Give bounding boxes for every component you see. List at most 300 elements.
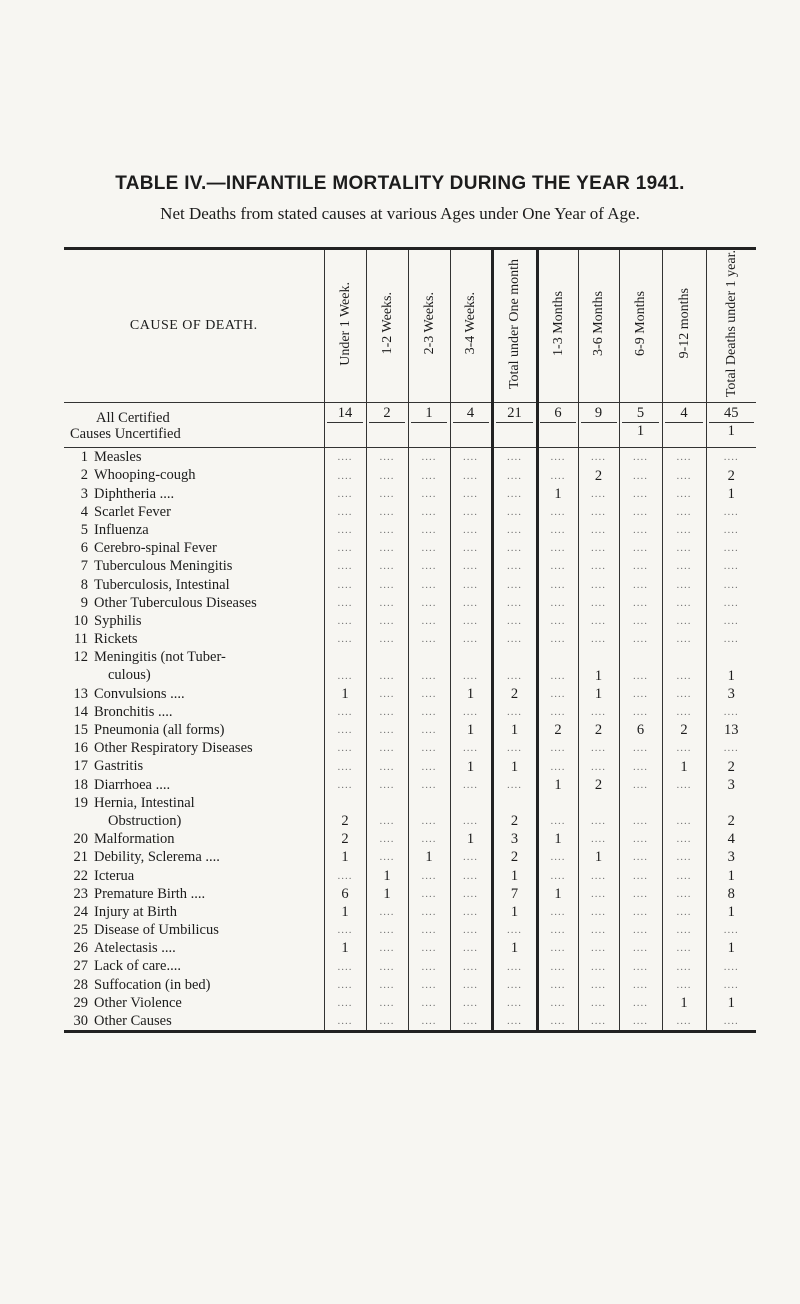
cause-number: 8 bbox=[80, 576, 88, 593]
table-row bbox=[64, 630, 756, 648]
cause-cell bbox=[64, 921, 324, 939]
table-cell: .... bbox=[408, 739, 450, 757]
table-cell: .... bbox=[408, 994, 450, 1012]
cause-cell bbox=[64, 485, 324, 503]
table-cell: 2 bbox=[492, 848, 537, 866]
cause-number: 22 bbox=[73, 867, 88, 884]
table-cell: .... bbox=[408, 612, 450, 630]
table-cell: .... bbox=[450, 485, 492, 503]
table-cell bbox=[578, 648, 619, 666]
table-cell: 1 bbox=[324, 685, 366, 703]
table-cell: .... bbox=[450, 921, 492, 939]
table-cell: .... bbox=[706, 703, 756, 721]
table-cell: .... bbox=[366, 521, 408, 539]
table-cell bbox=[324, 794, 366, 812]
table-cell: .... bbox=[619, 557, 662, 575]
table-row bbox=[64, 612, 756, 630]
cause-cell bbox=[64, 666, 324, 684]
table-cell bbox=[619, 794, 662, 812]
table-cell: .... bbox=[578, 903, 619, 921]
table-cell: .... bbox=[578, 448, 619, 467]
table-cell: 1 bbox=[537, 485, 578, 503]
table-row bbox=[64, 757, 756, 775]
all-causes-cell bbox=[408, 403, 450, 448]
table-cell: 1 bbox=[578, 848, 619, 866]
table-cell: .... bbox=[706, 575, 756, 593]
cause-name: Cerebro-spinal Fever bbox=[94, 540, 217, 557]
table-row bbox=[64, 994, 756, 1012]
table-cell: .... bbox=[619, 776, 662, 794]
cause-cell bbox=[64, 721, 324, 739]
cause-number: 26 bbox=[73, 940, 88, 957]
table-cell: .... bbox=[450, 521, 492, 539]
table-cell: 1 bbox=[578, 685, 619, 703]
cause-name: Malformation bbox=[94, 831, 175, 848]
table-cell: .... bbox=[324, 721, 366, 739]
table-cell: .... bbox=[450, 866, 492, 884]
cause-name: Atelectasis .... bbox=[94, 940, 176, 957]
table-cell: .... bbox=[492, 594, 537, 612]
cause-cell bbox=[64, 612, 324, 630]
table-cell: .... bbox=[578, 594, 619, 612]
table-cell: 2 bbox=[578, 466, 619, 484]
table-row bbox=[64, 739, 756, 757]
table-cell: .... bbox=[537, 594, 578, 612]
table-cell: .... bbox=[492, 448, 537, 467]
table-cell: .... bbox=[408, 776, 450, 794]
certified-value: 5 bbox=[636, 405, 645, 422]
table-cell: .... bbox=[324, 575, 366, 593]
table-cell: .... bbox=[706, 503, 756, 521]
table-cell: .... bbox=[366, 539, 408, 557]
table-cell: 6 bbox=[324, 885, 366, 903]
table-cell: .... bbox=[492, 485, 537, 503]
table-cell: .... bbox=[706, 630, 756, 648]
table-cell: .... bbox=[537, 866, 578, 884]
table-cell: .... bbox=[662, 976, 706, 994]
table-cell: .... bbox=[366, 976, 408, 994]
cause-cell bbox=[64, 939, 324, 957]
table-cell: .... bbox=[450, 594, 492, 612]
all-causes-cell bbox=[706, 403, 756, 448]
table-cell: .... bbox=[578, 539, 619, 557]
table-cell: 1 bbox=[324, 939, 366, 957]
all-causes-cell bbox=[537, 403, 578, 448]
table-cell bbox=[408, 794, 450, 812]
table-cell: .... bbox=[662, 666, 706, 684]
cause-number: 4 bbox=[80, 503, 88, 520]
cause-name: Measles bbox=[94, 449, 142, 466]
table-cell: .... bbox=[408, 721, 450, 739]
certified-value: 4 bbox=[680, 405, 688, 422]
table-cell bbox=[578, 794, 619, 812]
table-cell: .... bbox=[366, 685, 408, 703]
table-cell: .... bbox=[450, 957, 492, 975]
table-cell: .... bbox=[619, 994, 662, 1012]
table-cell: .... bbox=[366, 903, 408, 921]
table-cell: .... bbox=[662, 612, 706, 630]
table-cell: 1 bbox=[706, 485, 756, 503]
table-cell: .... bbox=[366, 703, 408, 721]
table-cell: .... bbox=[662, 830, 706, 848]
table-cell: .... bbox=[324, 557, 366, 575]
all-causes-cell bbox=[450, 403, 492, 448]
table-cell: .... bbox=[537, 921, 578, 939]
table-cell: .... bbox=[662, 703, 706, 721]
table-cell bbox=[366, 648, 408, 666]
table-cell: 1 bbox=[450, 757, 492, 775]
table-cell: .... bbox=[662, 885, 706, 903]
table-cell: .... bbox=[706, 448, 756, 467]
table-cell: .... bbox=[662, 957, 706, 975]
table-cell: .... bbox=[619, 612, 662, 630]
table-cell: .... bbox=[408, 466, 450, 484]
table-cell: .... bbox=[619, 848, 662, 866]
table-cell: .... bbox=[366, 466, 408, 484]
cause-cell bbox=[64, 539, 324, 557]
table-cell: .... bbox=[578, 612, 619, 630]
table-row bbox=[64, 703, 756, 721]
cause-name: Suffocation (in bed) bbox=[94, 976, 211, 993]
cause-name: Influenza bbox=[94, 521, 149, 538]
table-cell: .... bbox=[537, 685, 578, 703]
cause-number: 14 bbox=[73, 703, 88, 720]
table-cell: .... bbox=[662, 557, 706, 575]
table-cell: .... bbox=[366, 557, 408, 575]
table-row bbox=[64, 976, 756, 994]
cause-name: Diarrhoea .... bbox=[94, 776, 171, 793]
cause-name: Premature Birth .... bbox=[94, 885, 206, 902]
table-cell: .... bbox=[408, 830, 450, 848]
table-row bbox=[64, 648, 756, 666]
table-cell: 1 bbox=[450, 830, 492, 848]
all-causes-cell bbox=[492, 403, 537, 448]
table-cell: .... bbox=[366, 612, 408, 630]
table-cell bbox=[450, 648, 492, 666]
table-row bbox=[64, 794, 756, 812]
cause-name: Lack of care.... bbox=[94, 958, 181, 975]
table-cell: .... bbox=[619, 521, 662, 539]
table-cell: 3 bbox=[706, 685, 756, 703]
cause-number: 18 bbox=[73, 776, 88, 793]
table-cell: .... bbox=[537, 903, 578, 921]
table-row bbox=[64, 466, 756, 484]
table-cell: .... bbox=[662, 594, 706, 612]
table-cell: 1 bbox=[706, 866, 756, 884]
col-header-1-2-weeks: 1-2 Weeks. bbox=[366, 249, 408, 403]
cause-name: Whooping-cough bbox=[94, 467, 196, 484]
table-cell: .... bbox=[450, 503, 492, 521]
col-header-3-6-months: 3-6 Months bbox=[578, 249, 619, 403]
table-cell: .... bbox=[324, 757, 366, 775]
table-cell: 2 bbox=[706, 466, 756, 484]
table-row bbox=[64, 848, 756, 866]
table-cell bbox=[537, 794, 578, 812]
table-cell: 1 bbox=[450, 721, 492, 739]
table-cell: .... bbox=[408, 521, 450, 539]
table-cell: .... bbox=[619, 903, 662, 921]
table-row bbox=[64, 594, 756, 612]
all-causes-row bbox=[64, 403, 756, 448]
cause-cell bbox=[64, 557, 324, 575]
cause-number: 9 bbox=[80, 594, 88, 611]
table-cell bbox=[706, 648, 756, 666]
table-cell: .... bbox=[366, 739, 408, 757]
col-header-total-under-one-month: Total under One month bbox=[492, 249, 537, 403]
table-cell: .... bbox=[408, 594, 450, 612]
table-cell: .... bbox=[450, 575, 492, 593]
cause-number: 29 bbox=[73, 994, 88, 1011]
table-cell: .... bbox=[324, 739, 366, 757]
table-cell: 3 bbox=[706, 848, 756, 866]
table-cell: 1 bbox=[450, 685, 492, 703]
table-cell: .... bbox=[492, 994, 537, 1012]
cause-cell bbox=[64, 521, 324, 539]
table-cell: .... bbox=[662, 939, 706, 957]
table-cell bbox=[537, 648, 578, 666]
table-cell: .... bbox=[662, 1012, 706, 1032]
cause-of-death-header: CAUSE OF DEATH. bbox=[64, 249, 324, 403]
table-cell: .... bbox=[662, 739, 706, 757]
table-cell: .... bbox=[492, 612, 537, 630]
cause-number: 5 bbox=[80, 521, 88, 538]
table-cell: .... bbox=[537, 812, 578, 830]
table-cell: .... bbox=[578, 521, 619, 539]
cause-number: 23 bbox=[73, 885, 88, 902]
table-cell: .... bbox=[450, 812, 492, 830]
table-cell: .... bbox=[366, 485, 408, 503]
table-cell: 1 bbox=[706, 939, 756, 957]
cause-name: Convulsions .... bbox=[94, 685, 185, 702]
table-cell: .... bbox=[619, 594, 662, 612]
cause-name: Other Tuberculous Diseases bbox=[94, 594, 257, 611]
table-cell: 2 bbox=[492, 812, 537, 830]
cause-cell bbox=[64, 466, 324, 484]
table-cell: .... bbox=[408, 957, 450, 975]
table-cell: .... bbox=[619, 539, 662, 557]
table-cell: .... bbox=[537, 666, 578, 684]
table-cell: .... bbox=[578, 630, 619, 648]
all-causes-cell bbox=[578, 403, 619, 448]
cause-number: 30 bbox=[73, 1013, 88, 1030]
infant-mortality-table bbox=[64, 247, 756, 1033]
table-cell: .... bbox=[619, 703, 662, 721]
table-cell: .... bbox=[324, 1012, 366, 1032]
table-cell: .... bbox=[619, 976, 662, 994]
table-cell: .... bbox=[537, 539, 578, 557]
table-cell: .... bbox=[537, 957, 578, 975]
table-cell: 1 bbox=[366, 866, 408, 884]
table-cell: .... bbox=[366, 957, 408, 975]
table-cell: .... bbox=[450, 885, 492, 903]
table-cell: .... bbox=[450, 666, 492, 684]
table-cell: .... bbox=[450, 776, 492, 794]
table-cell: .... bbox=[619, 685, 662, 703]
table-cell: .... bbox=[492, 976, 537, 994]
table-cell: 1 bbox=[537, 885, 578, 903]
cause-cell bbox=[64, 757, 324, 775]
table-cell: .... bbox=[662, 521, 706, 539]
table-cell bbox=[366, 794, 408, 812]
table-row bbox=[64, 448, 756, 467]
table-cell: .... bbox=[537, 466, 578, 484]
cause-cell bbox=[64, 794, 324, 812]
table-cell: .... bbox=[492, 503, 537, 521]
table-cell: .... bbox=[324, 921, 366, 939]
table-cell: .... bbox=[706, 921, 756, 939]
table-cell: .... bbox=[450, 1012, 492, 1032]
table-cell: .... bbox=[408, 757, 450, 775]
table-cell: .... bbox=[324, 485, 366, 503]
table-cell: .... bbox=[662, 903, 706, 921]
table-cell: .... bbox=[366, 757, 408, 775]
cause-number: 6 bbox=[80, 540, 88, 557]
cause-cell bbox=[64, 976, 324, 994]
table-cell: .... bbox=[324, 448, 366, 467]
table-cell: .... bbox=[408, 1012, 450, 1032]
table-cell: .... bbox=[706, 957, 756, 975]
table-cell: 8 bbox=[706, 885, 756, 903]
table-row bbox=[64, 921, 756, 939]
table-cell: .... bbox=[662, 485, 706, 503]
table-cell: .... bbox=[492, 557, 537, 575]
all-causes-cell bbox=[662, 403, 706, 448]
table-cell: .... bbox=[366, 448, 408, 467]
table-cell: .... bbox=[492, 739, 537, 757]
table-cell: .... bbox=[408, 557, 450, 575]
cause-cell bbox=[64, 776, 324, 794]
table-cell bbox=[662, 794, 706, 812]
table-cell: .... bbox=[537, 757, 578, 775]
table-cell: .... bbox=[450, 939, 492, 957]
table-cell: .... bbox=[408, 976, 450, 994]
cause-name: Icterua bbox=[94, 867, 135, 884]
table-cell: .... bbox=[619, 575, 662, 593]
cause-cell bbox=[64, 448, 324, 467]
table-cell: .... bbox=[537, 521, 578, 539]
table-cell: 1 bbox=[324, 848, 366, 866]
table-cell: .... bbox=[492, 539, 537, 557]
table-cell: .... bbox=[578, 703, 619, 721]
table-cell: .... bbox=[537, 976, 578, 994]
cause-cell bbox=[64, 957, 324, 975]
cause-cell bbox=[64, 885, 324, 903]
table-cell: .... bbox=[324, 466, 366, 484]
table-cell: .... bbox=[706, 557, 756, 575]
cause-cell bbox=[64, 703, 324, 721]
col-header-2-3-weeks: 2-3 Weeks. bbox=[408, 249, 450, 403]
table-cell: 2 bbox=[578, 721, 619, 739]
table-cell: 1 bbox=[492, 866, 537, 884]
table-cell: .... bbox=[619, 666, 662, 684]
table-cell: .... bbox=[408, 630, 450, 648]
cause-cell bbox=[64, 503, 324, 521]
table-cell: .... bbox=[662, 685, 706, 703]
cause-number: 11 bbox=[74, 631, 88, 648]
table-cell: .... bbox=[537, 739, 578, 757]
table-cell: .... bbox=[324, 703, 366, 721]
table-cell: .... bbox=[578, 994, 619, 1012]
table-cell: .... bbox=[408, 939, 450, 957]
table-row bbox=[64, 885, 756, 903]
table-cell: 1 bbox=[324, 903, 366, 921]
table-cell: .... bbox=[408, 812, 450, 830]
table-title: TABLE IV.—INFANTILE MORTALITY DURING THE YEAR 1941. bbox=[115, 173, 685, 194]
table-cell: .... bbox=[706, 1012, 756, 1032]
cause-number: 7 bbox=[80, 558, 88, 575]
cause-number: 13 bbox=[73, 685, 88, 702]
cause-cell bbox=[64, 812, 324, 830]
table-row bbox=[64, 830, 756, 848]
table-cell: .... bbox=[324, 866, 366, 884]
table-cell: 2 bbox=[706, 812, 756, 830]
table-cell: .... bbox=[537, 448, 578, 467]
table-row bbox=[64, 503, 756, 521]
cause-number: 25 bbox=[73, 922, 88, 939]
table-cell: .... bbox=[324, 976, 366, 994]
table-cell: 2 bbox=[537, 721, 578, 739]
table-cell: .... bbox=[492, 466, 537, 484]
table-cell: .... bbox=[662, 812, 706, 830]
table-cell: .... bbox=[619, 485, 662, 503]
table-cell bbox=[492, 794, 537, 812]
table-row bbox=[64, 957, 756, 975]
table-cell: .... bbox=[366, 666, 408, 684]
table-cell: .... bbox=[662, 575, 706, 593]
table-cell: 2 bbox=[578, 776, 619, 794]
table-cell: 13 bbox=[706, 721, 756, 739]
table-cell: 2 bbox=[662, 721, 706, 739]
cause-name: Meningitis (not Tuber- bbox=[94, 649, 226, 666]
cause-cell bbox=[64, 739, 324, 757]
table-cell: .... bbox=[537, 630, 578, 648]
table-cell: .... bbox=[450, 539, 492, 557]
table-cell: .... bbox=[366, 1012, 408, 1032]
table-cell: .... bbox=[450, 903, 492, 921]
table-cell: .... bbox=[619, 630, 662, 648]
col-header-1-3-months: 1-3 Months bbox=[537, 249, 578, 403]
table-cell: 1 bbox=[662, 757, 706, 775]
table-cell: .... bbox=[408, 903, 450, 921]
cause-cell bbox=[64, 575, 324, 593]
table-cell: .... bbox=[537, 703, 578, 721]
table-cell: .... bbox=[578, 939, 619, 957]
cause-number: 15 bbox=[73, 722, 88, 739]
table-cell: .... bbox=[324, 594, 366, 612]
cause-number: 10 bbox=[73, 612, 88, 629]
cause-name: Obstruction) bbox=[108, 812, 182, 829]
table-cell bbox=[706, 794, 756, 812]
table-cell: .... bbox=[492, 957, 537, 975]
table-row bbox=[64, 939, 756, 957]
col-header-under-1-week: Under 1 Week. bbox=[324, 249, 366, 403]
table-cell: 7 bbox=[492, 885, 537, 903]
cause-name: Scarlet Fever bbox=[94, 503, 171, 520]
table-row bbox=[64, 812, 756, 830]
table-cell: .... bbox=[408, 485, 450, 503]
table-cell: .... bbox=[366, 812, 408, 830]
table-cell: .... bbox=[706, 612, 756, 630]
table-cell: .... bbox=[619, 830, 662, 848]
table-cell: .... bbox=[578, 830, 619, 848]
table-cell: .... bbox=[324, 539, 366, 557]
table-cell: .... bbox=[324, 666, 366, 684]
col-header-6-9-months: 6-9 Months bbox=[619, 249, 662, 403]
cause-name: Tuberculosis, Intestinal bbox=[94, 576, 230, 593]
table-row bbox=[64, 539, 756, 557]
certified-value: 6 bbox=[554, 405, 562, 422]
table-row bbox=[64, 903, 756, 921]
